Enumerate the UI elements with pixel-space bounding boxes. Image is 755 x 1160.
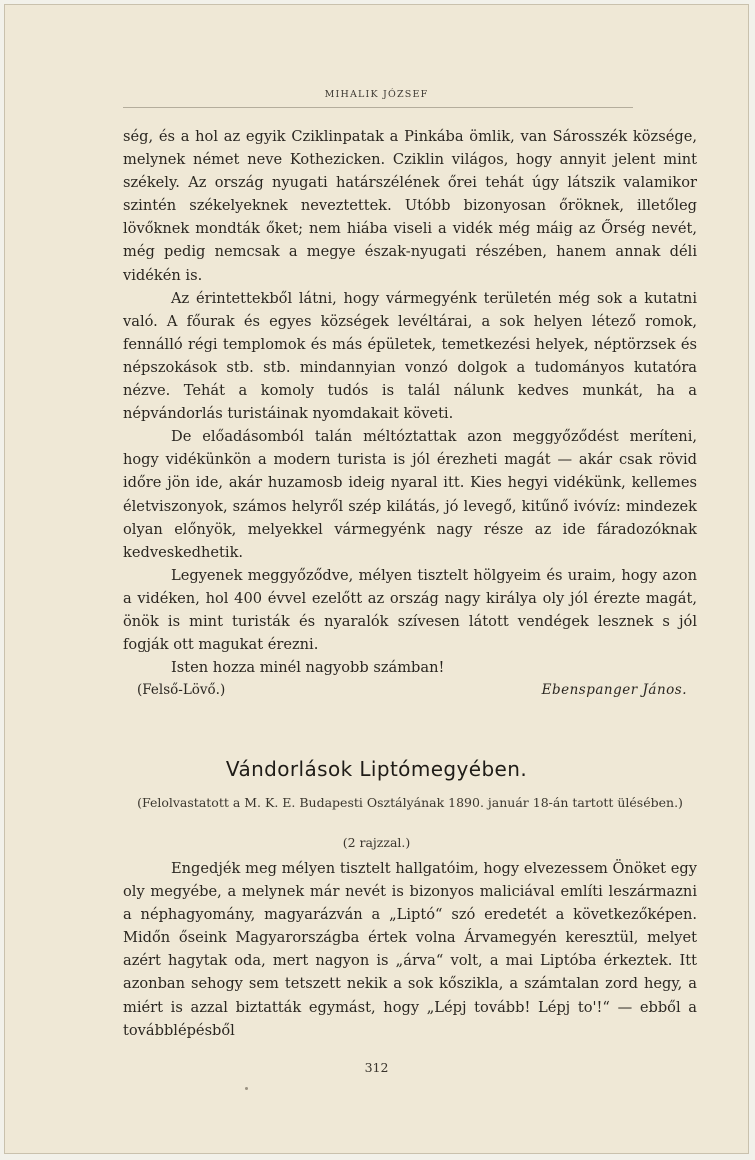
article-body — [123, 857, 697, 1042]
article-paragraph: Engedjék meg mélyen tisztelt hallgatóim, hogy elvezessem Önöket egy oly megyébe, a melynek már nevét is bizonyos maliciával említi leszármazni a néphagyomány, magyarázván a „Liptó“ szó eredetét a következőképen. Midőn őseink Magyarországba értek volna Árvamegyén keresztül, melyet azért hagytak oda, mert nagyon is „árva“ volt, a mai Liptóba érkeztek. Itt azonban sehogy sem tetszett nekik a sok kőszikla, a számtalan zord hegy, a miért is azzal biztatták egymást, hogy „Lépj tovább! Lépj to'!“ — ebből a továbblépésből — [123, 860, 697, 1039]
section-one-body — [123, 125, 697, 702]
signature-place: (Felső-Lövő.) — [137, 682, 226, 699]
paragraph-2: Az érintettekből látni, hogy vármegyénk területén még sok a kutatni való. A főurak és egyes községek levéltárai, a sok helyen létező romok, fennálló régi templomok és más épületek, temetkezési helyek, néptörzsek és népszokások stb. stb. mindannyian vonzó dolgok a tudományos kutatóra nézve. Tehát a komoly tudós is talál nálunk kedves munkát, ha a népvándorlás turistáinak nyomdakait követi. — [123, 289, 697, 423]
signature-author: Ebenspanger János. — [541, 682, 687, 699]
paragraph-1: ség, és a hol az egyik Cziklinpatak a Pinkába ömlik, van Sárosszék községe, melynek német neve Kothezicken. Cziklin világos, hogy annyit jelent mint székely. Az ország nyugati határszélének őrei tehát úgy látszik valamikor szintén székelyeknek neveztettek. Utóbb bizonyosan őröknek, illetőleg lövőknek mondták őket; nem hiába viseli a vidék még máig az Őrség nevét, még pedig nemcsak a megye észak-nyugati részében, hanem annak déli vidékén is. — [123, 128, 697, 284]
article-subtitle: (Felolvastatott a M. K. E. Budapesti Osztályának 1890. január 18-án tartott ülésében.) — [137, 795, 683, 810]
header-rule — [123, 107, 633, 108]
book-page — [4, 4, 749, 1154]
paper-speck — [245, 1087, 248, 1090]
article-title: Vándorlások Liptómegyében. — [225, 757, 528, 781]
article-note: (2 rajzzal.) — [342, 835, 411, 850]
paragraph-3: De előadásomból talán méltóztattak azon meggyőződést meríteni, hogy vidékünkön a modern turista is jól érezheti magát — akár csak rövid időre jön ide, akár huzamosb ideig nyaral itt. Kies hegyi vidékünk, kellemes életviszonyok, számos helyről szép kilátás, jó levegő, kitűnő ivóvíz: mindezek olyan előnyök, melyekkel vármegyénk nagy része az ide fáradozóknak kedveskedhetik. — [123, 428, 697, 561]
running-header: MIHALIK JÓZSEF — [324, 89, 429, 100]
paragraph-4: Legyenek meggyőződve, mélyen tisztelt hölgyeim és uraim, hogy azon a vidéken, hol 400 évvel ezelőtt az ország nagy királya oly jól érezte magát, önök is mint turisták és nyaralók szívesen látott vendégek lesznek s jól fogják ott magukat érezni. — [123, 566, 697, 654]
paragraph-5: Isten hozza minél nagyobb számban! — [171, 659, 445, 677]
signature-line — [123, 679, 697, 702]
page-number: 312 — [364, 1060, 389, 1075]
